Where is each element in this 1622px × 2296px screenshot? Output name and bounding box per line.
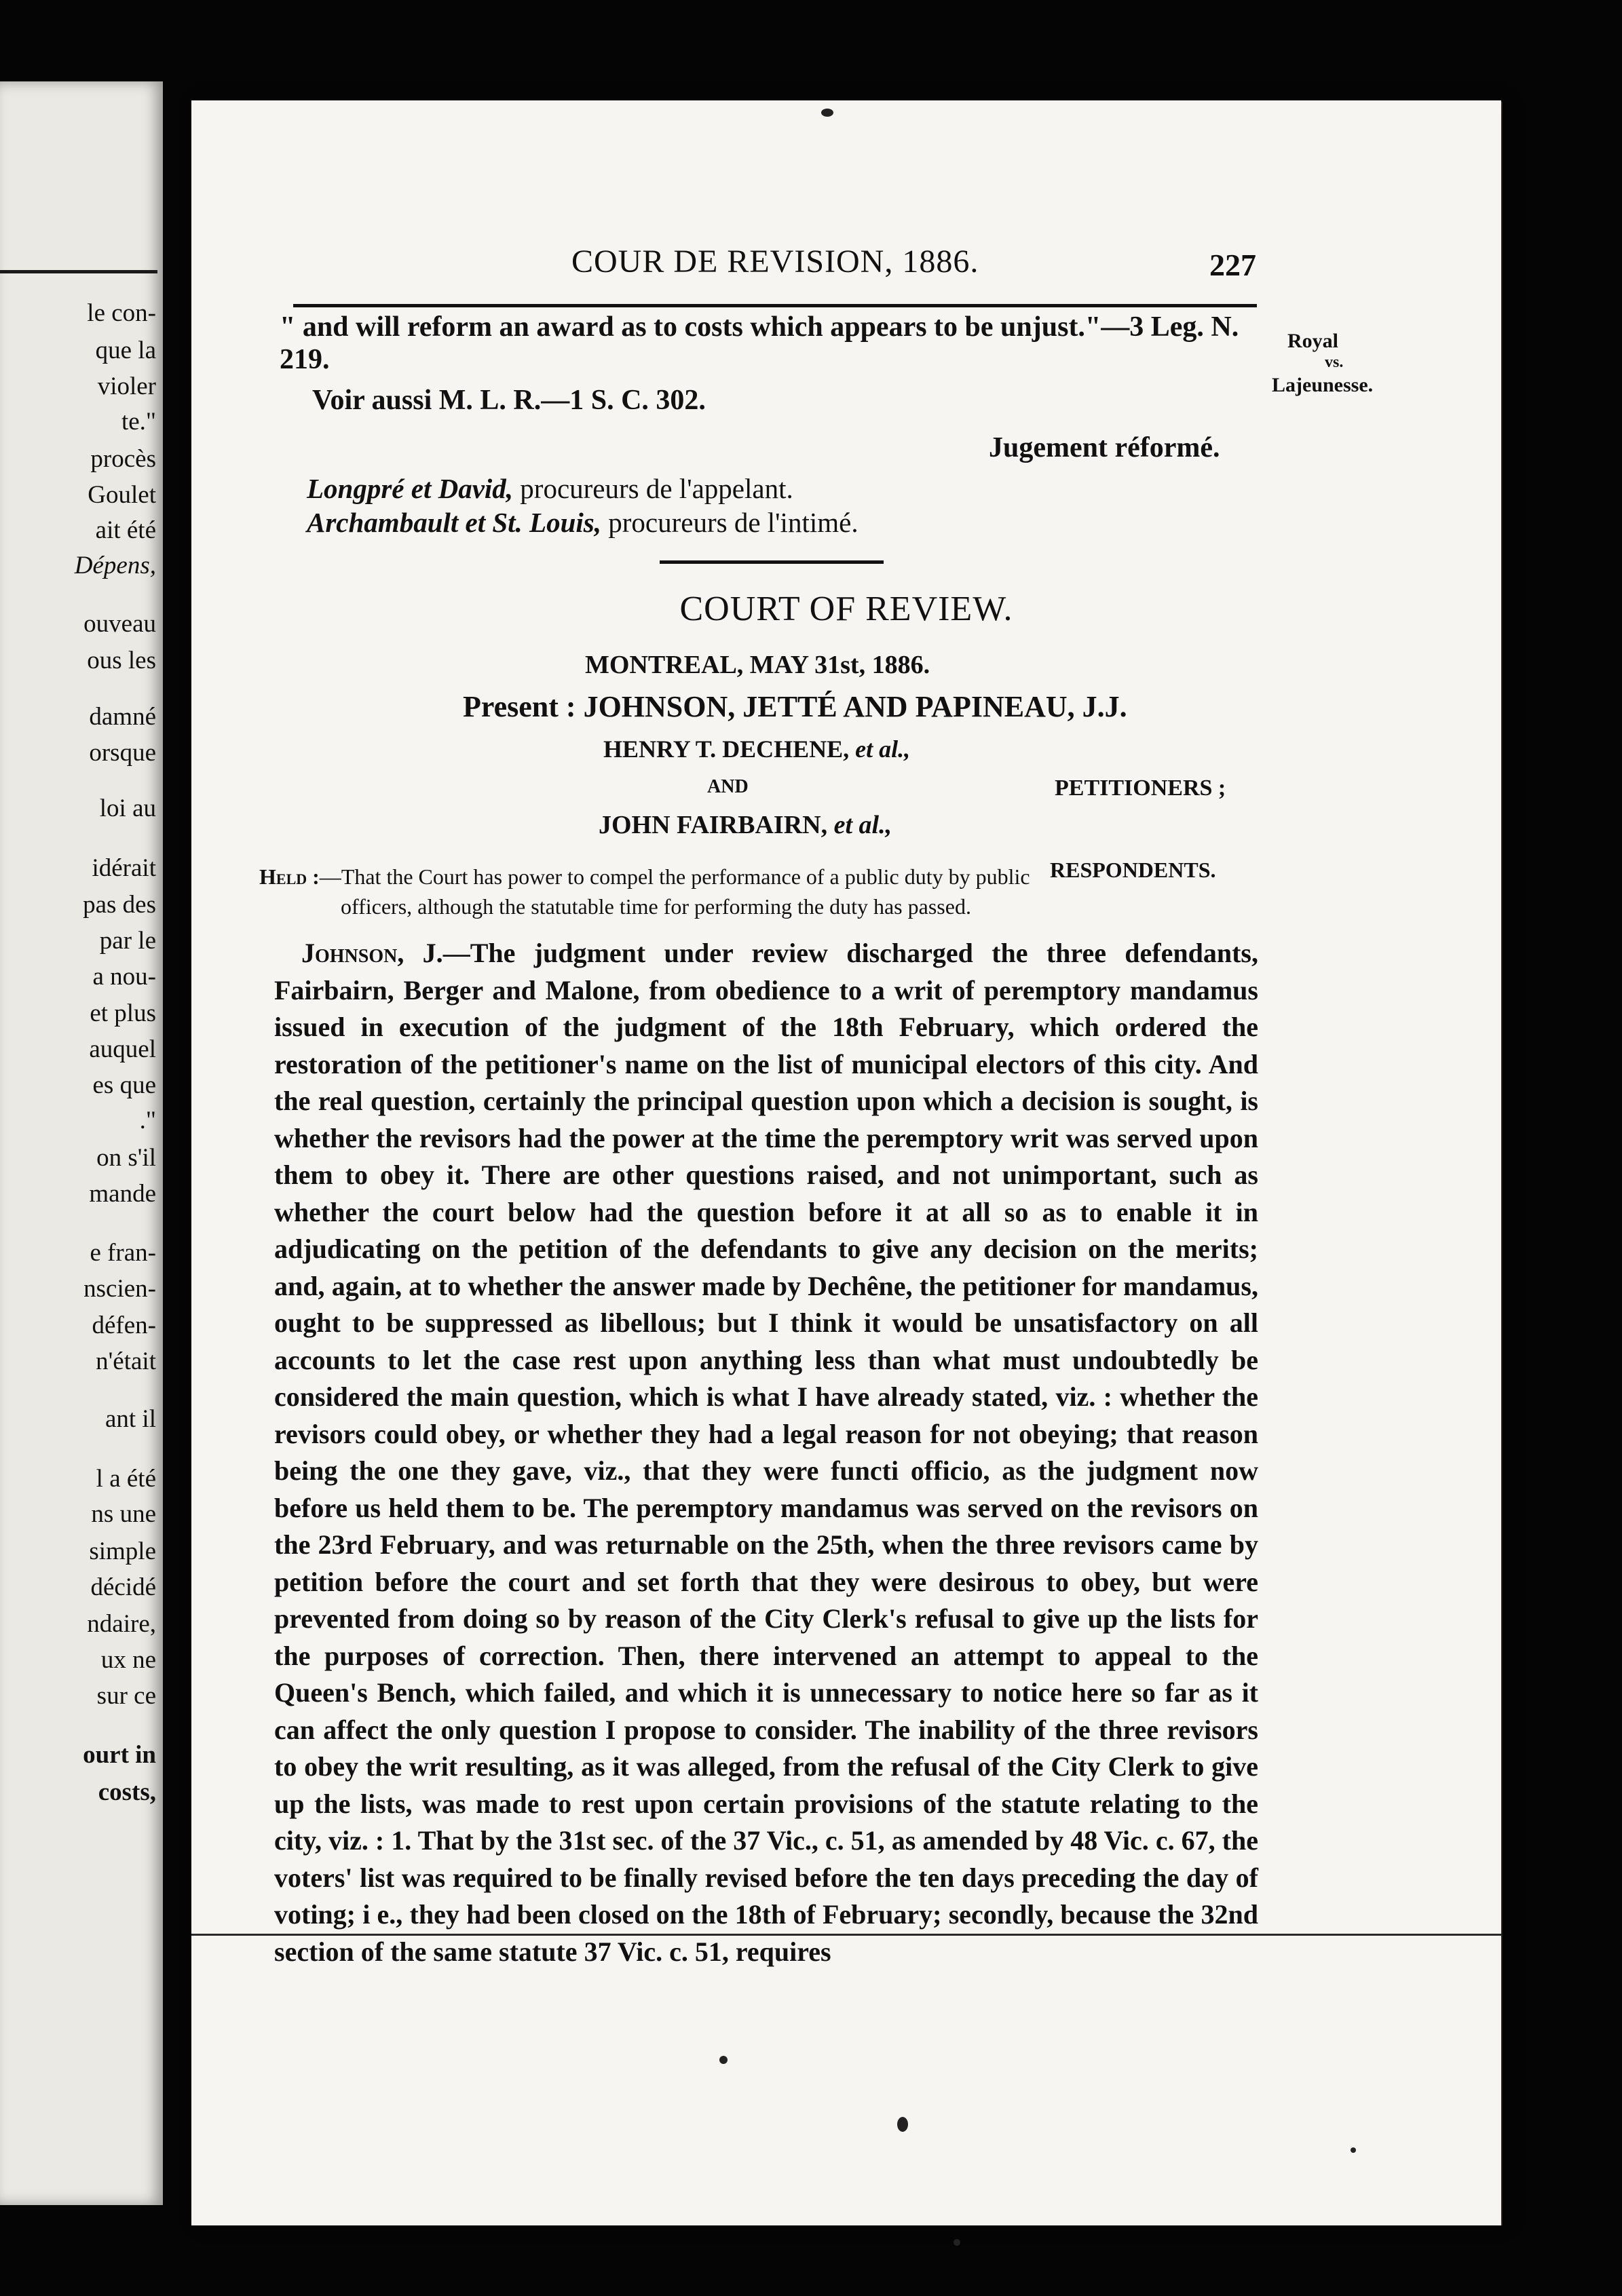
left-page-line: nscien-	[83, 1275, 156, 1303]
and-connector: AND	[707, 776, 749, 797]
left-page-line: ant il	[105, 1405, 156, 1433]
appellant-attorneys	[307, 472, 793, 505]
respondent-attorneys-names: Archambault et St. Louis,	[307, 507, 602, 538]
held-label: Held :	[259, 864, 320, 889]
left-page-line: que la	[95, 337, 156, 364]
left-facing-page	[0, 81, 163, 2205]
left-page-line: le con-	[87, 299, 156, 327]
court-title: COURT OF REVIEW.	[679, 590, 1013, 628]
left-page-line: défen-	[92, 1312, 156, 1339]
left-page-line: ait été	[95, 516, 156, 544]
side-note-vs: vs.	[1325, 353, 1344, 371]
main-page	[191, 100, 1501, 2225]
left-page-line: n'était	[96, 1347, 156, 1375]
bench-present	[463, 691, 1127, 723]
left-page-line: te."	[121, 408, 156, 436]
quote-line-1: " and will reform an award as to costs which appears to be unjust."—3 Leg. N.	[280, 311, 1239, 343]
section-divider	[660, 560, 884, 564]
left-page-line: e fran-	[90, 1239, 156, 1267]
respondent-etal: et al.,	[827, 811, 892, 839]
scan-speck	[821, 109, 833, 117]
opinion-text: —The judgment under review discharged the three defendants, Fairbairn, Berger and Malone, from obedience to a writ of peremptory mandamus issued in execution of the judgment of the 18th February, which ordered the restoration of the petitioner's name on the list of municipal electors of this city. And the real question, certainly the principal question upon which a decision is sought, is whether the revisors had the power at the time the peremptory writ was served upon them to obey it. There are other questions raised, and not unimportant, such as whether the court below had the question before it at all so as to enable it in adjudicating on the petition of the defendants to give any decision on the merits; and, again, at to whether the answer made by Dechêne, the petitioner for mandamus, ought to be suppressed as libellous; but I think it would be unsatisfactory on all accounts to let the case rest upon anything less than what must undoubtedly be considered the main question, which is what I have already stated, viz. : whether the revisors could obey, or whether they had a legal reason for not obeying; that reason being the one they gave, viz., that they were functi officio, as the judgment now before us held them to be. The peremptory mandamus was served on the revisors on the 23rd February, and was returnable on the 25th, when the three revisors came by petition before the court and set forth that they were desirous to obey, but were prevented from doing so by reason of the City Clerk's refusal to give up the lists for the purposes of correction. Then, there intervened an attempt to appeal to the Queen's Bench, which failed, and which it is unnecessary to notice here so far as it can affect the only question I propose to consider. The inability of the three revisors to obey the writ resulting, as it was alleged, from the refusal of the City Clerk to give up the lists, was made to rest upon certain provisions of the statute relating to the city, viz. : 1. That by the 31st sec. of the 37 Vic., c. 51, as amended by 48 Vic. c. 67, the voters' list was required to be finally revised before the ten days preceding the day of voting; i e., they had been closed on the 18th of February; secondly, because the 32nd section of the same statute 37 Vic. c. 51, requires	[274, 938, 1258, 1967]
petitioner-name: HENRY T. DECHENE,	[603, 735, 850, 763]
left-page-line: décidé	[90, 1573, 156, 1601]
opinion-body	[274, 935, 1258, 1970]
left-page-line: damné	[89, 703, 156, 731]
left-page-line: ux ne	[100, 1646, 156, 1674]
judgment-result: Jugement réformé.	[989, 432, 1220, 463]
respondent-attorneys-role: procureurs de l'intimé.	[601, 507, 859, 538]
respondents-role: RESPONDENTS.	[1050, 858, 1216, 882]
held-line-1: —That the Court has power to compel the performance of a public duty by public	[319, 864, 1030, 889]
left-page-line: auquel	[89, 1035, 156, 1063]
left-page-line: idérait	[92, 854, 156, 882]
petitioners-role: PETITIONERS ;	[1055, 776, 1226, 801]
left-page-line: ous les	[87, 647, 156, 674]
left-page-line: mande	[89, 1180, 156, 1208]
left-page-line: orsque	[89, 739, 156, 767]
scan-fold-line	[191, 1934, 1501, 1936]
appellant-attorneys-role: procureurs de l'appelant.	[513, 473, 793, 504]
headnote-held	[259, 862, 1264, 921]
left-page-line: l a été	[96, 1465, 156, 1493]
scan-speck	[897, 2117, 908, 2132]
left-page-line: Dépens,	[74, 552, 156, 579]
respondent-attorneys	[307, 506, 859, 539]
left-page-line: a nou-	[92, 963, 156, 991]
left-page-line: ns une	[91, 1500, 156, 1528]
left-page-line: Goulet	[88, 481, 156, 509]
left-page-line: ourt in	[83, 1741, 156, 1769]
left-page-line: ouveau	[83, 610, 156, 638]
left-page-line: violer	[97, 372, 156, 400]
side-note-lajeunesse: Lajeunesse.	[1272, 374, 1374, 396]
left-page-header-rule	[0, 270, 157, 273]
opinion-judge: Johnson, J.	[301, 938, 443, 968]
header-rule	[293, 304, 1257, 307]
present-label: Present :	[463, 690, 576, 723]
left-page-line: sur ce	[96, 1682, 156, 1710]
scan-speck	[954, 2239, 960, 2246]
scan-speck	[719, 2056, 728, 2064]
running-title: COUR DE REVISION, 1886.	[571, 244, 979, 280]
voir-aussi-citation: Voir aussi M. L. R.—1 S. C. 302.	[312, 385, 706, 416]
respondent-name: JOHN FAIRBAIRN,	[599, 811, 828, 839]
left-page-line: ndaire,	[87, 1610, 156, 1638]
present-judges: JOHNSON, JETTÉ AND PAPINEAU, J.J.	[576, 690, 1127, 723]
appellant-attorneys-names: Longpré et David,	[307, 473, 514, 504]
left-page-line: simple	[89, 1537, 156, 1565]
left-page-line: es que	[92, 1071, 156, 1099]
petitioner-etal: et al.,	[849, 735, 911, 763]
quote-line-2: 219.	[280, 344, 330, 375]
left-page-line: pas des	[83, 891, 156, 919]
left-page-line: costs,	[98, 1778, 156, 1806]
left-page-line: procès	[90, 445, 156, 473]
side-note-royal: Royal	[1287, 330, 1338, 352]
left-page-line: loi au	[99, 795, 156, 822]
left-page-line: on s'il	[96, 1144, 156, 1172]
held-line-2: officers, although the statutable time for performing the duty has passed.	[341, 894, 971, 919]
scan-speck	[1351, 2147, 1356, 2153]
left-page-line: par le	[99, 927, 156, 955]
respondent-party	[599, 809, 892, 841]
petitioner-party	[603, 733, 910, 765]
page-number: 227	[1209, 248, 1256, 282]
place-and-date: MONTREAL, MAY 31st, 1886.	[585, 651, 930, 679]
left-page-line: ."	[139, 1107, 156, 1134]
left-page-line: et plus	[90, 999, 156, 1027]
